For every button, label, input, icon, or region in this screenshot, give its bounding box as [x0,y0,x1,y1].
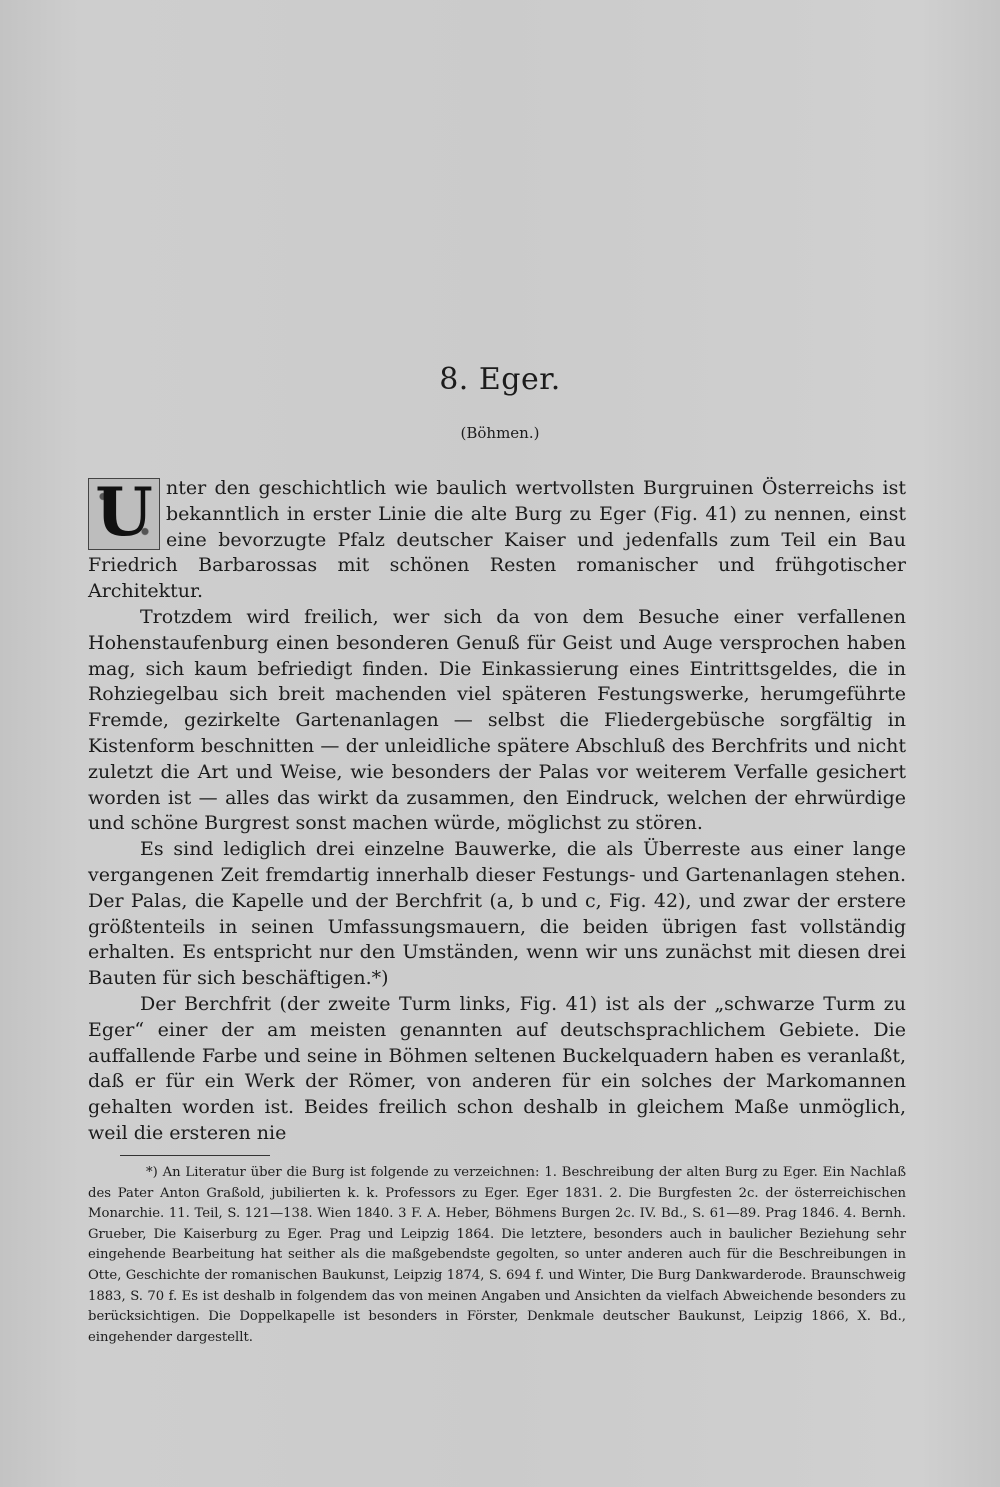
paragraph-4: Der Berchfrit (der zweite Turm links, Fig. 41) ist als der „schwarze Turm zu Eger“ einer der am meisten genannten auf deutschsprachlichem Gebiete. Die auffallende Farbe und seine in Böhmen seltenen Buckelquadern haben es veranlaßt, daß er für ein Werk der Römer, von anderen für ein solches der Markomannen gehalten worden ist. Beides freilich schon deshalb in gleichem Maße unmöglich, weil die ersteren nie [88,992,906,1144]
footnote-divider [120,1155,270,1156]
paragraph-1-text: nter den geschichtlich wie baulich wertvollsten Burgruinen Österreichs ist bekanntlich in erster Linie die alte Burg zu Eger (Fig. 41) zu nennen, einst eine bevorzugte Pfalz deutscher Kaiser und jedenfalls zum Teil ein Bau Friedrich Barbarossas mit schönen Resten romanischer und frühgotischer Architektur. [88,477,906,603]
main-text [88,473,906,1147]
chapter-title: 8. Eger. [439,362,561,397]
footnote [88,1163,906,1348]
paragraph-3: Es sind lediglich drei einzelne Bauwerke, die als Überreste aus einer lange vergangenen Zeit fremdartig innerhalb dieser Festungs- und Gartenanlagen stehen. Der Palas, die Kapelle und der Berchfrit (a, b und c, Fig. 42), und zwar der erstere größtenteils in seinen Umfassungsmauern, die beiden übrigen fast vollständig erhalten. Es entspricht nur den Umständen, wenn wir uns zunächst mit diesen drei Bauten für sich beschäftigen.*) [88,838,906,990]
footnote-text: *) An Literatur über die Burg ist folgende zu verzeichnen: 1. Beschreibung der alten Burg zu Eger. Ein Nachlaß des Pater Anton Graßold, jubilierten k. k. Professors zu Eger. Eger 1831. 2. Die Burgfesten 2c. der österreichischen Monarchie. 11. Teil, S. 121—138. Wien 1840. 3 F. A. Heber, Böhmens Burgen 2c. IV. Bd., S. 61—89. Prag 1846. 4. Bernh. Grueber, Die Kaiserburg zu Eger. Prag und Leipzig 1864. Die letztere, besonders auch in baulicher Beziehung sehr eingehende Bearbeitung hat seither als die maßgebendste gegolten, so unter anderen auch für die Beschreibungen in Otte, Geschichte der romanischen Baukunst, Leipzig 1874, S. 694 f. und Winter, Die Burg Dankwarderode. Braunschweig 1883, S. 70 f. Es ist deshalb in folgendem das von meinen Angaben und Ansichten da vielfach Abweichende besonders zu berücksichtigen. Die Doppelkapelle ist besonders in Förster, Denkmale deutscher Baukunst, Leipzig 1866, X. Bd., eingehender dargestellt. [88,1165,906,1345]
initial-letter: U [95,473,153,551]
paragraph-2: Trotzdem wird freilich, wer sich da von dem Besuche einer verfallenen Hohenstaufenburg einen besonderen Genuß für Geist und Auge versprochen haben mag, sich kaum befriedigt finden. Die Einkassierung eines Eintrittsgeldes, die in Rohziegelbau sich breit machenden viel späteren Festungswerke, herumgeführte Fremde, gezirkelte Gartenanlagen — selbst die Fliedergebüsche sorgfältig in Kistenform beschnitten — der unleidliche spätere Abschluß des Berchfrits und nicht zuletzt die Art und Weise, wie besonders der Palas vor weiterem Verfalle gesichert worden ist — alles das wirkt da zusammen, den Eindruck, welchen der ehrwürdige und schöne Burgrest sonst machen würde, möglichst zu stören. [88,605,906,835]
paragraph-1 [88,473,906,605]
ornamental-initial [88,473,160,551]
chapter-subtitle: (Böhmen.) [460,424,540,442]
